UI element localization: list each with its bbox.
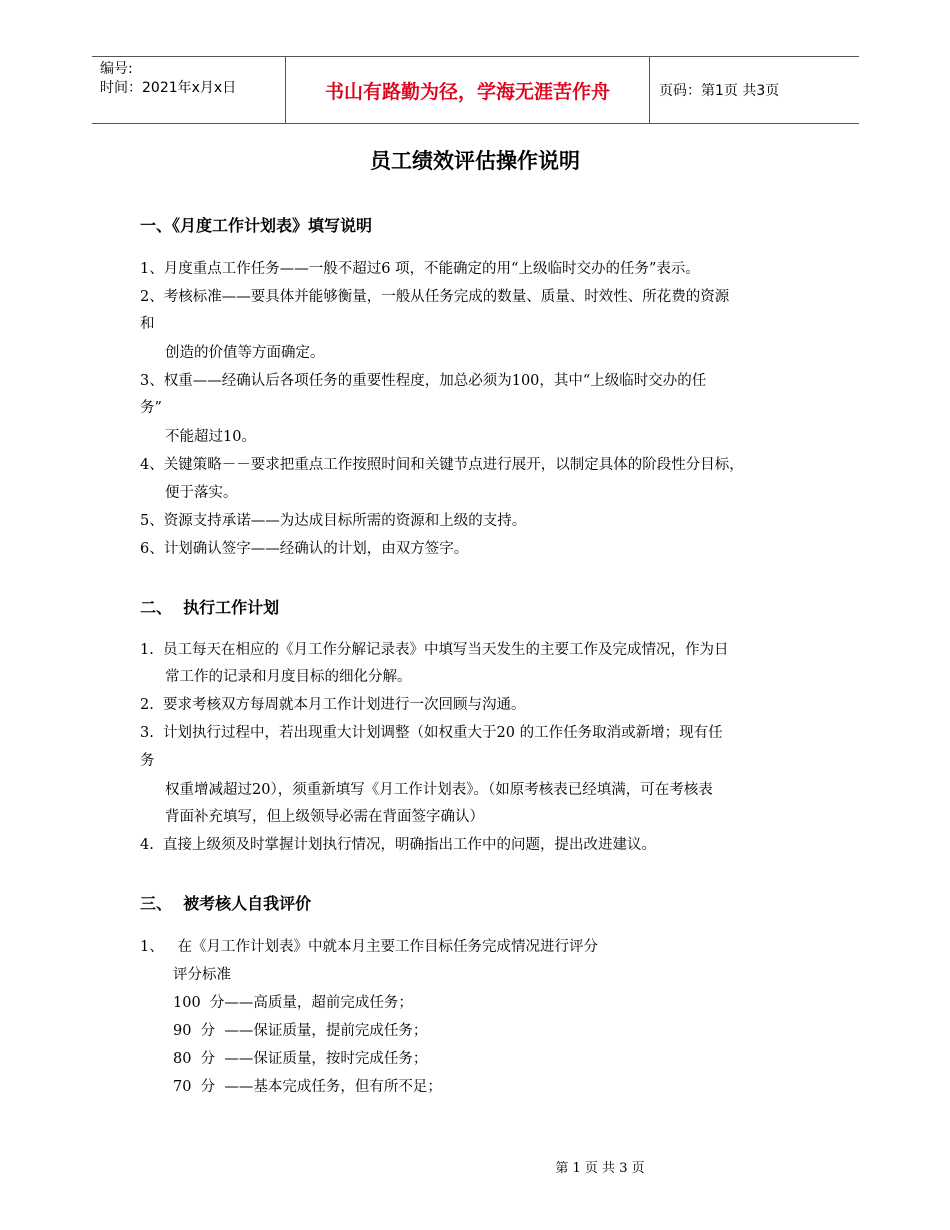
section-3-line: 1、 在《月工作计划表》中就本月主要工作目标任务完成情况进行评分 — [140, 939, 599, 955]
section-1-line: 4、关键策略－－要求把重点工作按照时间和关键节点进行展开，以制定具体的阶段性分目标， — [140, 457, 744, 473]
section-1-line: 3、权重——经确认后各项任务的重要性程度，加总必须为100，其中“上级临时交办的任 — [140, 373, 707, 389]
section-2-line: 4. 直接上级须及时掌握计划执行情况，明确指出工作中的问题，提出改进建议。 — [140, 837, 657, 853]
section-heading-2: 二、 执行工作计划 — [140, 598, 280, 617]
section-1-line: 1、月度重点工作任务——一般不超过6 项，不能确定的用“上级临时交办的任务”表示。 — [140, 261, 700, 277]
section-1-line: 不能超过10。 — [165, 429, 256, 445]
header-table — [92, 56, 859, 124]
section-2-line: 1. 员工每天在相应的《月工作分解记录表》中填写当天发生的主要工作及完成情况，作为日 — [140, 642, 729, 658]
section-1-line: 和 — [140, 316, 155, 332]
header-page-indicator: 页码：第1页 共3页 — [659, 83, 780, 99]
section-3-line: 70 分 ——基本完成任务，但有所不足； — [173, 1079, 442, 1095]
section-heading-3: 三、 被考核人自我评价 — [140, 894, 312, 913]
section-3-line: 90 分 ——保证质量，提前完成任务； — [173, 1023, 428, 1039]
section-1-line: 便于落实。 — [165, 485, 238, 501]
section-2-line: 2. 要求考核双方每周就本月工作计划进行一次回顾与沟通。 — [140, 697, 526, 713]
section-1-line: 5、资源支持承诺——为达成目标所需的资源和上级的支持。 — [140, 513, 527, 529]
section-2-line: 背面补充填写，但上级领导必需在背面签字确认） — [165, 809, 484, 825]
section-2-line: 务 — [140, 753, 155, 769]
document-time-label: 时间：2021年x月x日 — [100, 80, 237, 96]
section-2-line: 常工作的记录和月度目标的细化分解。 — [165, 669, 412, 685]
section-3-line: 100 分——高质量，超前完成任务； — [173, 995, 413, 1011]
document-title: 员工绩效评估操作说明 — [370, 149, 580, 173]
page-footer: 第 1 页 共 3 页 — [555, 1161, 645, 1176]
section-2-line: 3. 计划执行过程中，若出现重大计划调整（如权重大于20 的工作任务取消或新增；现有任 — [140, 725, 723, 741]
section-1-line: 创造的价值等方面确定。 — [165, 345, 325, 361]
section-1-line: 务” — [140, 400, 162, 416]
section-1-line: 2、考核标准——要具体并能够衡量，一般从任务完成的数量、质量、时效性、所花费的资源 — [140, 289, 730, 305]
document-number-label: 编号: — [100, 61, 133, 77]
header-meta-cell — [92, 57, 286, 123]
section-heading-1: 一、《月度工作计划表》填写说明 — [140, 216, 373, 235]
section-3-line: 评分标准 — [173, 967, 231, 983]
header-motto: 书山有路勤为径，学海无涯苦作舟 — [286, 57, 650, 123]
section-1-line: 6、计划确认签字——经确认的计划，由双方签字。 — [140, 541, 469, 557]
section-3-line: 80 分 ——保证质量，按时完成任务； — [173, 1051, 428, 1067]
section-2-line: 权重增减超过20），须重新填写《月工作计划表》。（如原考核表已经填满，可在考核表 — [165, 782, 713, 798]
